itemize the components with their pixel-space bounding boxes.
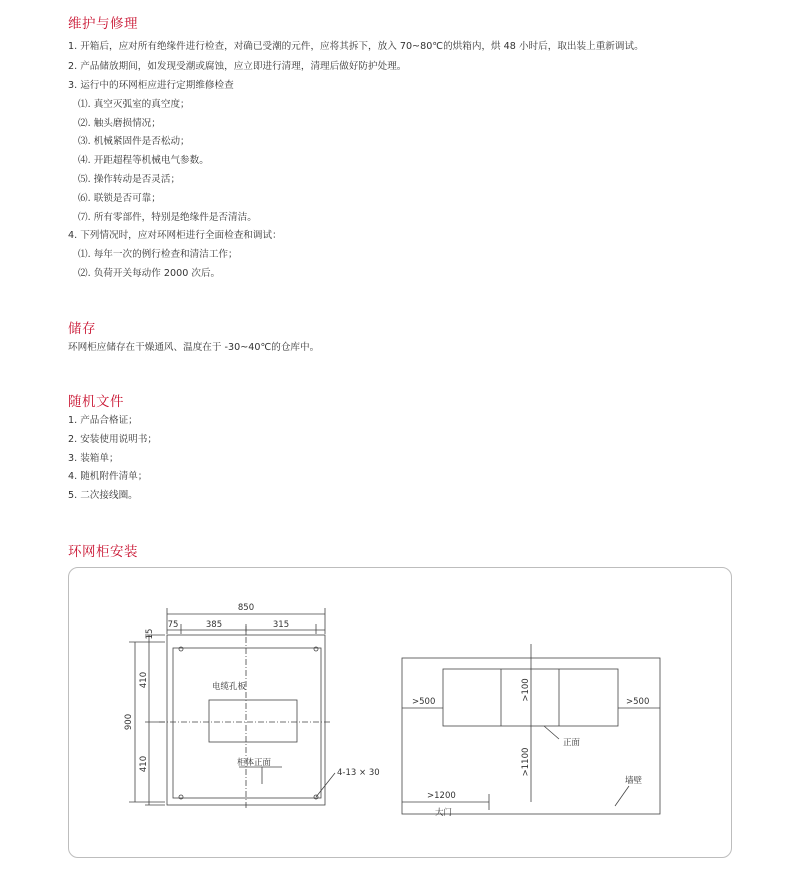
documents-title: 随机文件 — [68, 394, 124, 410]
dim-385-label: 385 — [205, 620, 223, 630]
cable-hole-plate — [209, 700, 297, 742]
documents-item-1: 1. 产品合格证； — [68, 415, 138, 426]
bolt-hole — [314, 647, 318, 651]
front-clearance-label: >1100 — [521, 747, 531, 777]
documents-item-2: 2. 安装使用说明书； — [68, 434, 157, 445]
maintenance-item-4: 4. 下列情况时，应对环网柜进行全面检查和调试： — [68, 230, 282, 241]
wall-leader — [615, 786, 629, 806]
door-label: 大门 — [435, 808, 453, 818]
installation-drawing — [69, 568, 731, 857]
maintenance-item-2: 2. 产品储放期间，如发现受潮或腐蚀，应立即进行清理，清理后做好防护处理。 — [68, 61, 407, 72]
door-clearance-label: >1200 — [427, 791, 456, 801]
maintenance-subitem-4: ⑷. 开距超程等机械电气参数。 — [78, 155, 209, 166]
maintenance-subitem-3: ⑶. 机械紧固件是否松动； — [78, 136, 190, 147]
maintenance-subitem-5: ⑸. 操作转动是否灵活； — [78, 174, 181, 185]
storage-text: 环网柜应储存在干燥通风、温度在于 -30~40℃的仓库中。 — [68, 342, 320, 353]
bolt-hole — [179, 795, 183, 799]
left-clearance-label: >500 — [412, 697, 436, 707]
holes-label: 4-13 × 30 — [337, 768, 380, 778]
right-clearance-label: >500 — [626, 697, 650, 707]
maintenance-title: 维护与修理 — [68, 16, 138, 32]
bolt-hole — [179, 647, 183, 651]
installation-drawing-panel — [68, 567, 732, 858]
front-leader — [544, 726, 559, 739]
maintenance-subitem-1: ⑴. 真空灭弧室的真空度； — [78, 99, 190, 110]
dim-850-label: 850 — [237, 603, 255, 613]
maintenance-subitem-6: ⑹. 联锁是否可靠； — [78, 193, 161, 204]
maintenance-subitem-9: ⑵. 负荷开关每动作 2000 次后。 — [78, 268, 221, 279]
dim-75-label: 75 — [167, 620, 179, 630]
maintenance-subitem-2: ⑵. 触头磨损情况； — [78, 118, 161, 129]
maintenance-item-1: 1. 开箱后，应对所有绝缘件进行检查，对确已受潮的元件，应将其拆下，放入 70~80℃的烘箱内，烘 48 小时后，取出装上重新调试。 — [68, 41, 644, 52]
dim-410-top-label: 410 — [139, 671, 149, 689]
documents-item-3: 3. 装箱单； — [68, 453, 119, 464]
documents-item-5: 5. 二次接线圈。 — [68, 490, 138, 501]
dim-410-bottom-label: 410 — [139, 755, 149, 773]
maintenance-subitem-8: ⑴. 每年一次的例行检查和清洁工作； — [78, 249, 238, 260]
front-label: 正面 — [563, 738, 581, 748]
cabinet-front-label: 柜体正面 — [237, 758, 272, 768]
room-layout-plan — [402, 644, 660, 814]
dim-15-label: 15 — [145, 628, 155, 640]
installation-title: 环网柜安装 — [68, 544, 138, 560]
dim-900-label: 900 — [124, 713, 134, 731]
cabinet-inner-frame — [173, 648, 321, 798]
holes-label-leader — [316, 773, 335, 797]
maintenance-item-3: 3. 运行中的环网柜应进行定期维修检查 — [68, 80, 234, 91]
maintenance-subitem-7: ⑺. 所有零部件，特别是绝缘件是否清洁。 — [78, 212, 257, 223]
documents-item-4: 4. 随机附件清单； — [68, 471, 148, 482]
dim-315-label: 315 — [272, 620, 290, 630]
rear-clearance-label: >100 — [521, 678, 531, 702]
storage-title: 储存 — [68, 321, 96, 337]
cable-hole-plate-label: 电缆孔板 — [212, 682, 247, 692]
cabinet-base-plan — [129, 608, 335, 808]
wall-label: 墙壁 — [625, 776, 643, 786]
